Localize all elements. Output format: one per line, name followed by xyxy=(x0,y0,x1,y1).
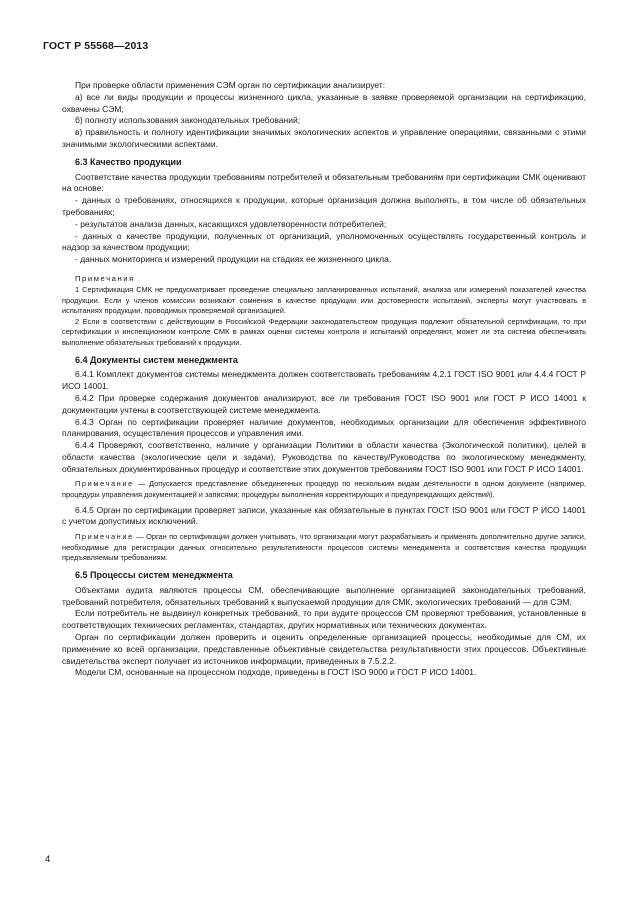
paragraph: Объектами аудита являются процессы СМ, обеспечивающие выполнение организацией законодательных требований, требований потребителя, обязательных требований к выпускаемой продукции для СМК, экологических требований — для СЭМ. xyxy=(62,584,586,607)
section-title: 6.3 Качество продукции xyxy=(75,156,182,167)
paragraph: б) полноту использования законодательных требований; xyxy=(75,115,301,126)
notes-heading: Примечания xyxy=(75,273,135,283)
page-number: 4 xyxy=(45,854,51,865)
paragraph: При проверке области применения СЭМ орган по сертификации анализирует: xyxy=(75,80,386,90)
document-body xyxy=(62,80,586,679)
note-label: Примечание xyxy=(75,532,134,542)
note-label: Примечание xyxy=(75,479,134,489)
note xyxy=(62,479,586,500)
note: 2 Если в соответствии с действующим в Российской Федерации законодательством продукция подлежит обязательной сертификации, то при сертификации и инспекционном контроле СМК в рамках оценки системы контроля и испытаний определяют, может ли эта система обеспечивать выполнение обязательных требований к продукции. xyxy=(62,316,586,347)
paragraph: а) все ли виды продукции и процессы жизненного цикла, указанные в заявке проверяемой организации на сертификацию, охвачены СЭМ; xyxy=(62,91,586,114)
note xyxy=(62,532,586,564)
list-item: - данных мониторинга и измерений продукции на стадиях ее жизненного цикла. xyxy=(75,254,392,265)
note: 1 Сертификация СМК не предусматривает проведение специально запланированных испытаний, анализа или измерений показателей качества продукции. Если у членов комиссии возникают сомнения в качестве продукции или достоверности испытаний, эксперты могут участвовать в испытаниях продукции, проводимых проверяемой организацией. xyxy=(62,284,586,316)
paragraph: 6.4.2 При проверке содержания документов анализируют, все ли требования ГОСТ ISO 9001 или ГОСТ Р ИСО 14001 к документации учтены в соответствующей системе менеджмента. xyxy=(62,392,586,415)
paragraph: Если потребитель не выдвинул конкретных требований, то при аудите процессов СМ проверяют требования, установленные в соответствующих технических регламентах, стандартах, других нормативных или технических документах. xyxy=(62,608,586,631)
paragraph: Соответствие качества продукции требованиям потребителей и обязательным требованиям при сертификации СМК оценивают на основе: xyxy=(62,171,586,194)
paragraph: Орган по сертификации должен проверить и оценить определенные организацией процессы, необходимые для СМ, их применение ко всей организации, представленные объективные свидетельства результативности этих процессов. Объективные свидетельства эксперт получает из источников информации, приведенных в 7.5.2.2. xyxy=(62,632,586,666)
list-item: - данных о требованиях, относящихся к продукции, которые организация должна выполнять, в том числе об обязательных требованиях; xyxy=(62,195,586,217)
note-text: — Орган по сертификации должен учитывать, что организации могут разрабатывать и применять дополнительно другие записи, необходимые для регистрации данных относительно результативности процессов системы менеджмента и соответствия качества продукции предъявляемым требованиям. xyxy=(62,532,586,563)
section-title: 6.5 Процессы систем менеджмента xyxy=(75,570,233,581)
list-item: - данных о качестве продукции, полученных от организаций, уполномоченных осуществлять государственный контроль и надзор за качеством продукции; xyxy=(62,230,586,253)
paragraph: 6.4.5 Орган по сертификации проверяет записи, указанные как обязательные в пунктах ГОСТ ISO 9001 или ГОСТ Р ИСО 14001 с учетом допустимых исключений. xyxy=(62,504,586,527)
paragraph: в) правильность и полноту идентификации значимых экологических аспектов и управление операциями, связанными с этими значимыми экологическими аспектами. xyxy=(62,127,586,149)
list-item: - результатов анализа данных, касающихся удовлетворенности потребителей; xyxy=(75,218,387,229)
paragraph: 6.4.1 Комплект документов системы менеджмента должен соответствовать требованиям 4.2.1 ГОСТ ISO 9001 или 4.4.4 ГОСТ Р ИСО 14001. xyxy=(62,369,586,392)
paragraph: 6.4.4 Проверяют, соответственно, наличие у организации Политики в области качества (Экологической политики), целей в области качества (экологические цели и задачи), Руководства по качеству/Руководства по экологическому менеджменту, обязательных документированных процедур и соответствие этих документов требованиям ГОСТ ISO 9001 или ГОСТ Р ИСО 14001. xyxy=(62,440,586,474)
paragraph: Модели СМ, основанные на процессном подходе, приведены в ГОСТ ISO 9000 и ГОСТ Р ИСО 14001. xyxy=(75,667,477,678)
note-text: — Допускается представление объединенных процедур по нескольким видам деятельности в одном документе (например, процедуры управления документацией и записями; процедуры выполнения корректирующих и предупреждающих действий). xyxy=(62,479,586,500)
paragraph: 6.4.3 Орган по сертификации проверяет наличие документов, необходимых организации для обеспечения эффективного планирования, осуществления процессов и управления ими. xyxy=(62,416,586,439)
section-title: 6.4 Документы систем менеджмента xyxy=(75,354,238,365)
page-header: ГОСТ Р 55568—2013 xyxy=(43,40,149,52)
